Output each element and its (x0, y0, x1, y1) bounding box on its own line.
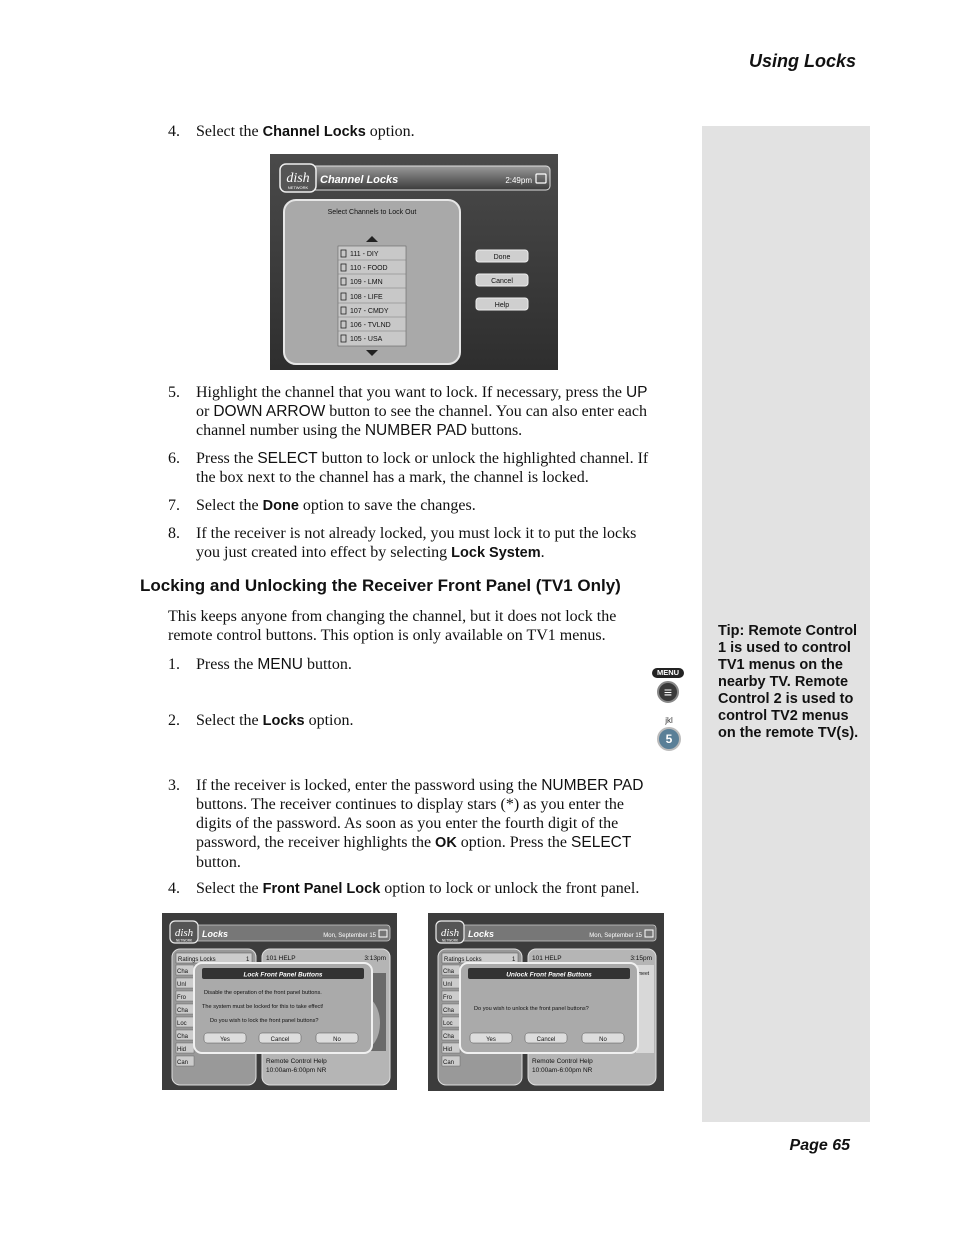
step-text: or (196, 403, 214, 420)
left-menu-item[interactable]: Fro (443, 995, 452, 1001)
done-button-label: Done (493, 254, 511, 261)
channel-label: 101 HELP (266, 955, 296, 962)
channel-item[interactable]: 105 - USA (350, 336, 383, 343)
step-text: Press the (196, 656, 258, 673)
key-term: SELECT (257, 450, 318, 467)
step-text: the box next to the channel has a mark, the channel is locked. (196, 469, 589, 486)
step-number: 4. (168, 123, 180, 140)
left-menu-item[interactable]: Loc (443, 1021, 453, 1027)
left-menu-item[interactable]: Loc (177, 1021, 187, 1027)
cancel-button-label: Cancel (491, 278, 513, 285)
channel-item[interactable]: 111 - DIY (350, 251, 379, 258)
screen-title: Channel Locks (320, 174, 399, 186)
page-header-title: Using Locks (748, 51, 856, 71)
step-text: password, the receiver highlights the (196, 834, 436, 851)
step-text: option. Press the (456, 834, 572, 851)
intro-line: This keeps anyone from changing the channel, but it does not lock the (168, 608, 617, 625)
ui-term: Front Panel Lock (262, 881, 381, 897)
yes-button-label: Yes (220, 1037, 230, 1043)
step-text: If the receiver is not already locked, you must lock it to put the locks (196, 525, 637, 542)
dialog-text: Disable the operation of the front panel buttons. (204, 990, 322, 996)
left-menu-item[interactable]: Unl (177, 982, 187, 988)
step-text: button. (302, 656, 352, 673)
screen-time: 2:49pm (505, 176, 532, 185)
key-term: NUMBER PAD (364, 422, 468, 439)
step-number: 8. (168, 525, 180, 542)
dialog-title: Unlock Front Panel Buttons (506, 971, 592, 979)
left-menu-item[interactable]: Can (177, 1060, 189, 1066)
dish-logo-sub: NETWORK (175, 938, 193, 943)
side-text: meet (638, 971, 650, 977)
step-number: 5. (168, 384, 180, 401)
step-text: buttons. (467, 422, 523, 439)
step-number: 2. (168, 712, 180, 729)
key-term: DOWN ARROW (213, 403, 326, 420)
step-text: . (540, 544, 545, 561)
cancel-button-label: Cancel (270, 1037, 290, 1043)
step-number: 6. (168, 450, 180, 467)
step-text: option. (365, 123, 415, 140)
channel-item[interactable]: 108 - LIFE (350, 294, 383, 301)
channel-label: 101 HELP (532, 955, 562, 962)
channel-time: 3:15pm (630, 955, 652, 962)
step-text: Select the (196, 712, 263, 729)
step-text: option to lock or unlock the front panel. (380, 880, 640, 897)
screen-date: Mon, September 15 (323, 933, 376, 939)
key-term: MENU (257, 656, 303, 673)
ui-term: Channel Locks (262, 124, 366, 140)
screen-title: Locks (202, 929, 229, 939)
channel-item[interactable]: 107 - CMDY (350, 308, 389, 315)
step-number: 3. (168, 777, 180, 794)
left-menu-item[interactable]: Cha (177, 1008, 189, 1014)
step-text: button to lock or unlock the highlighted channel. If (317, 450, 649, 467)
step-text: digits of the password. As soon as you enter the fourth digit of the (196, 815, 619, 832)
screen-date: Mon, September 15 (589, 933, 642, 939)
five-key-icon (654, 716, 684, 751)
program-time: 10:00am-6:00pm NR (266, 1067, 327, 1074)
dish-logo-sub: NETWORK (441, 938, 459, 943)
left-menu-item[interactable]: Unl (443, 982, 453, 988)
dialog-text: The system must be locked for this to take effect! (202, 1004, 324, 1010)
step-text: Select the (196, 497, 263, 514)
section-heading: Locking and Unlocking the Receiver Front Panel (TV1 Only) (140, 576, 621, 595)
channel-list[interactable] (338, 246, 406, 346)
screen-title: Locks (468, 929, 495, 939)
step-text: button. (196, 854, 241, 871)
step-number: 7. (168, 497, 180, 514)
dialog-title: Lock Front Panel Buttons (243, 971, 323, 979)
lock-prompt: Select Channels to Lock Out (327, 209, 417, 216)
step-text: option. (304, 712, 354, 729)
dish-logo: dish (174, 927, 194, 939)
channel-time: 3:13pm (364, 955, 386, 962)
tab-label: Ratings Locks (178, 957, 216, 963)
step-text: If the receiver is locked, enter the password using the (196, 777, 542, 794)
left-menu-item[interactable]: Cha (177, 1034, 189, 1040)
step-text: buttons. The receiver continues to display stars (*) as you enter the (196, 796, 625, 813)
left-menu-item[interactable]: Cha (443, 1034, 455, 1040)
channel-locks-screenshot (270, 154, 558, 370)
ui-term: Locks (262, 713, 305, 729)
step-text: Select the (196, 880, 263, 897)
no-button-label: No (333, 1037, 341, 1043)
five-key-button: 5 (657, 727, 681, 751)
left-menu-item[interactable]: Fro (177, 995, 186, 1001)
help-button-label: Help (494, 302, 510, 309)
cancel-button-label: Cancel (536, 1037, 556, 1043)
step-text: channel number using the (196, 422, 365, 439)
menu-key-label: MENU (652, 668, 684, 678)
step-text: Highlight the channel that you want to lock. If necessary, press the (196, 384, 626, 401)
key-term: UP (625, 384, 648, 401)
step-text: button to see the channel. You can also enter each (325, 403, 647, 420)
step-text: Select the (196, 123, 263, 140)
program-title: Remote Control Help (266, 1058, 327, 1065)
left-menu-item[interactable]: Cha (443, 969, 455, 975)
channel-item[interactable]: 109 - LMN (350, 279, 383, 286)
channel-item[interactable]: 106 - TVLND (350, 322, 391, 329)
step-number: 1. (168, 656, 180, 673)
step-number: 4. (168, 880, 180, 897)
unlock-front-panel-screenshot (428, 913, 664, 1091)
ui-term: Done (262, 498, 299, 514)
dish-logo-sub: NETWORK (287, 185, 309, 190)
left-menu-item[interactable]: Can (443, 1060, 455, 1066)
intro-line: remote control buttons. This option is only available on TV1 menus. (168, 627, 606, 644)
section-intro (168, 607, 668, 645)
five-key-letters: jkl (665, 716, 673, 725)
dish-logo: dish (286, 171, 310, 186)
lock-front-panel-screenshot (162, 913, 397, 1090)
tip-text: Tip: Remote Control 1 is used to control TV1 menus on the nearby TV. Remote Control 2 is used to control TV2 menus on the remote TV(s). (718, 623, 859, 741)
channel-item[interactable]: 110 - FOOD (350, 265, 388, 272)
ui-term: OK (435, 835, 457, 851)
key-term: NUMBER PAD (541, 777, 644, 794)
tab-number: 1 (246, 957, 250, 963)
tab-number: 1 (512, 957, 516, 963)
dialog-text: Do you wish to lock the front panel buttons? (210, 1018, 319, 1024)
left-menu-item[interactable]: Cha (177, 969, 189, 975)
no-button-label: No (599, 1037, 607, 1043)
program-time: 10:00am-6:00pm NR (532, 1067, 593, 1074)
step-text: option to save the changes. (298, 497, 476, 514)
tab-label: Ratings Locks (444, 957, 482, 963)
left-menu-item[interactable]: Hid (177, 1047, 187, 1053)
left-menu-item[interactable]: Hid (443, 1047, 453, 1053)
dialog-text: Do you wish to unlock the front panel buttons? (474, 1006, 589, 1012)
yes-button-label: Yes (486, 1037, 496, 1043)
menu-key-icon (651, 668, 685, 703)
left-menu-item[interactable]: Cha (443, 1008, 455, 1014)
step-text: you just created into effect by selecting (196, 544, 452, 561)
program-title: Remote Control Help (532, 1058, 593, 1065)
step-text: Press the (196, 450, 258, 467)
ui-term: Lock System (451, 545, 541, 561)
key-term: SELECT (571, 834, 632, 851)
dish-logo: dish (440, 927, 460, 939)
page-number: Page 65 (789, 1137, 850, 1154)
menu-key-button: ≡ (657, 681, 679, 703)
